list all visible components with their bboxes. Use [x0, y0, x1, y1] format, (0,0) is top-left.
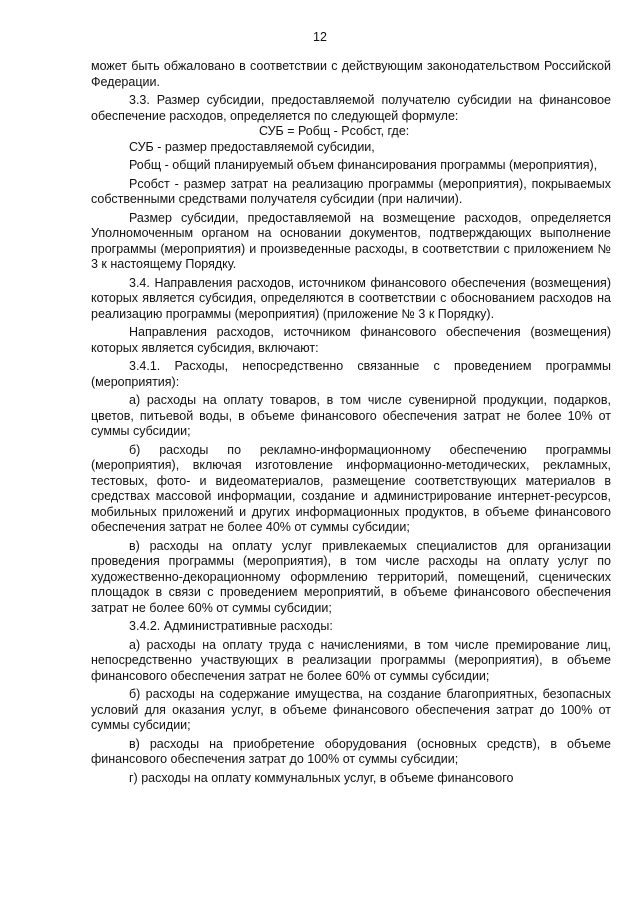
- list-item-3-4-1-b: б) расходы по рекламно-информационному обеспечению программы (мероприятия), включая изготовление информационно-методических, рекламных, тестовых, фото- и видеоматериалов, размещение соответствующих материалов в средствах массовой информации, создание и администрирование интернет-ресурсов, мобильных приложений и других информационных продуктов, в объеме финансового обеспечения затрат не более 40% от суммы субсидии;: [91, 442, 611, 534]
- formula-definition-rtotal: Робщ - общий планируемый объем финансирования программы (мероприятия),: [129, 158, 598, 172]
- paragraph-3-4: 3.4. Направления расходов, источником финансового обеспечения (возмещения) которых является субсидия, определяются в соответствии с обоснованием расходов на реализацию программы (мероприятия) (приложение № 3 к Порядку).: [91, 275, 611, 321]
- document-body: [91, 59, 611, 786]
- paragraph-3-4-1: 3.4.1. Расходы, непосредственно связанные с проведением программы (мероприятия):: [91, 359, 611, 389]
- list-item-3-4-2-b: б) расходы на содержание имущества, на создание благоприятных, безопасных условий для оказания услуг, в объеме финансового обеспечения затрат до 100% от суммы субсидии;: [91, 687, 611, 732]
- formula-definition-rown: Рсобст - размер затрат на реализацию программы (мероприятия), покрываемых собственными средствами получателя субсидии (при наличии).: [91, 176, 611, 206]
- list-item-3-4-1-v: в) расходы на оплату услуг привлекаемых специалистов для организации проведения программы (мероприятия), в том числе расходы на оплату услуг по художественно-декорационному оформлению территорий, помещений, сценических площадок в связи с проведением мероприятий, в объеме финансового обеспечения затрат не более 60% от суммы субсидии;: [91, 538, 611, 615]
- paragraph-reimbursement-size: Размер субсидии, предоставляемой на возмещение расходов, определяется Уполномоченным органом на основании документов, подтверждающих выполнение программы (мероприятия) и произведенные расходы, в соответствии с приложением № 3 к настоящему Порядку.: [91, 210, 611, 271]
- list-item-3-4-1-a: а) расходы на оплату товаров, в том числе сувенирной продукции, подарков, цветов, питьевой воды, в объеме финансового обеспечения затрат не более 10% от суммы субсидии;: [91, 393, 611, 438]
- paragraph-expense-directions: Направления расходов, источником финансового обеспечения (возмещения) которых является субсидия, включают:: [91, 325, 611, 355]
- subsidy-formula: СУБ = Робщ - Рсобст, где:: [259, 124, 410, 138]
- list-item-3-4-2-v: в) расходы на приобретение оборудования (основных средств), в объеме финансового обеспечения затрат до 100% от суммы субсидии;: [91, 736, 611, 766]
- paragraph-3-4-2: 3.4.2. Административные расходы:: [129, 619, 333, 633]
- formula-definition-sub: СУБ - размер предоставляемой субсидии,: [129, 139, 375, 154]
- list-item-3-4-2-a: а) расходы на оплату труда с начислениями, в том числе премирование лиц, непосредственно участвующих в реализации программы (мероприятия), в объеме финансового обеспечения затрат не более 60% от суммы субсидии;: [91, 637, 611, 683]
- paragraph-3-3: 3.3. Размер субсидии, предоставляемой получателю субсидии на финансовое обеспечение расходов, определяется по следующей формуле:: [91, 93, 611, 123]
- list-item-3-4-2-g: г) расходы на оплату коммунальных услуг, в объеме финансового: [129, 770, 514, 785]
- paragraph-appeal-continuation: может быть обжаловано в соответствии с действующим законодательством Российской Федерации.: [91, 59, 611, 89]
- page-number: 12: [313, 30, 327, 44]
